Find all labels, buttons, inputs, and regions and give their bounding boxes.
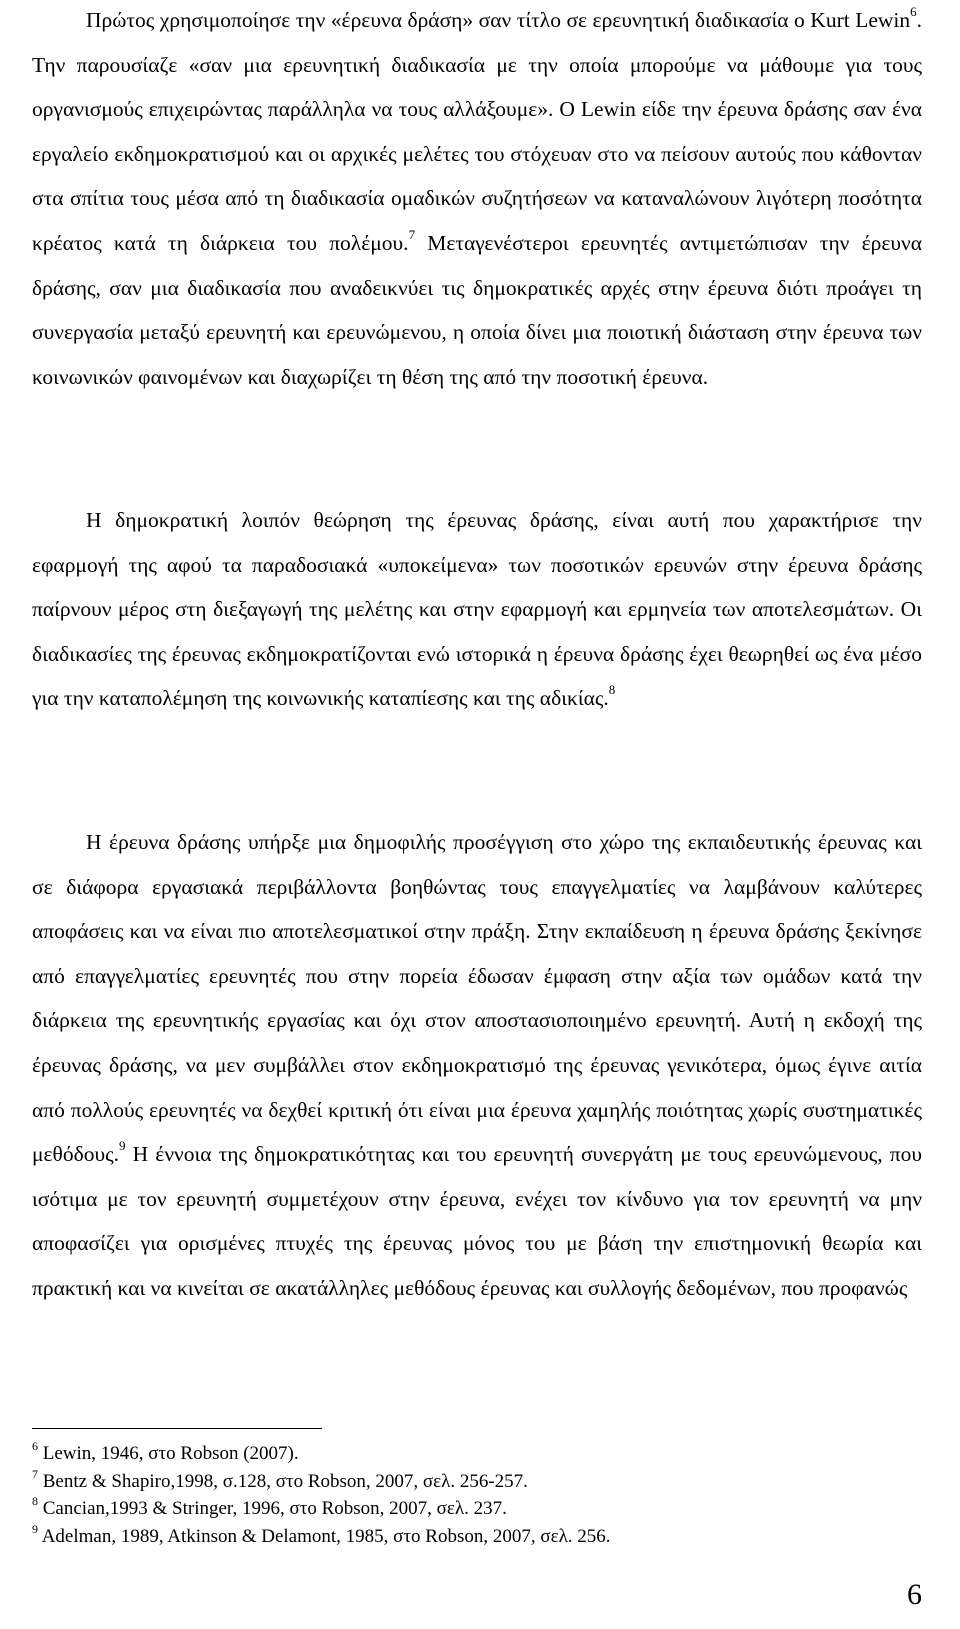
- footnote-number: 6: [32, 1439, 38, 1453]
- footnote-6: [32, 1440, 922, 1468]
- paragraph-text: . Την παρουσίαζε «σαν μια ερευνητική διαδικασία με την οποία μπορούμε να μάθουμε για τους οργανισμούς επιχειρώντας παράλληλα να τους αλλάξουμε». Ο Lewin είδε την έρευνα δράσης σαν ένα εργαλείο εκδημοκρατισμού και οι αρχικές μελέτες του στόχευαν στο να πείσουν αυτούς που κάθονταν στα σπίτια τους μέσα από τη διαδικασία ομαδικών συζητήσεων να καταναλώνουν λιγότερη ποσότητα κρέατος κατά τη διάρκεια του πολέμου.: [32, 8, 922, 255]
- footnote-text: Cancian,1993 & Stringer, 1996, στο Robson, 2007, σελ. 237.: [38, 1498, 507, 1519]
- page-number: 6: [907, 1578, 922, 1611]
- footnote-number: 7: [32, 1466, 38, 1481]
- paragraph-text: Η δημοκρατική λοιπόν θεώρηση της έρευνας δράσης, είναι αυτή που χαρακτήρισε την εφαρμογή της αφού τα παραδοσιακά «υποκείμενα» των ποσοτικών ερευνών στην έρευνα δράσης παίρνουν μέρος στη διεξαγωγή της μελέτης και στην εφαρμογή και ερμηνεία των αποτελεσμάτων. Οι διαδικασίες της έρευνας εκδημοκρατίζονται ενώ ιστορικά η έρευνα δράσης έχει θεωρηθεί ως ένα μέσο για την καταπολέμηση της κοινωνικής καταπίεσης και της αδικίας.: [32, 508, 922, 711]
- footnote-separator: [32, 1428, 322, 1429]
- paragraph-text: Πρώτος χρησιμοποίησε την «έρευνα δράση» σαν τίτλο σε ερευνητική διαδικασία ο Kurt Lewin: [86, 8, 911, 32]
- footnote-ref-7[interactable]: 7: [408, 226, 416, 242]
- footnote-number: 8: [32, 1494, 38, 1508]
- footnote-text: Bentz & Shapiro,1998, σ.128, στο Robson, 2007, σελ. 256-257.: [38, 1470, 528, 1492]
- body-paragraph-2: [32, 498, 922, 721]
- document-page: [32, 0, 922, 1629]
- footnote-7: [32, 1468, 922, 1496]
- footnote-text: Lewin, 1946, στο Robson (2007).: [38, 1443, 299, 1464]
- footnote-number: 9: [32, 1521, 38, 1536]
- footnotes: [32, 1440, 922, 1550]
- body-paragraph-3: [32, 820, 922, 1311]
- paragraph-text: Η έννοια της δημοκρατικότητας και του ερευνητή συνεργάτη με τους ερευνώμενους, που ισότιμα με τον ερευνητή συμμετέχουν στην έρευνα, ενέχει τον κίνδυνο για τον ερευνητή να μην αποφασίζει για ορισμένες πτυχές της έρευνας μόνος του με βάση την επιστημονική θεωρία και πρακτική και να κινείται σε ακατάλληλες μεθόδους έρευνας και συλλογής δεδομένων, που προφανώς: [32, 1142, 922, 1300]
- paragraph-text: Μεταγενέστεροι ερευνητές αντιμετώπισαν την έρευνα δράσης, σαν μια διαδικασία που αναδεικνύει τις δημοκρατικές αρχές στην έρευνα διότι προάγει τη συνεργασία μεταξύ ερευνητή και ερευνώμενου, η οποία δίνει μια ποιοτική διάσταση στην έρευνα των κοινωνικών φαινομένων και διαχωρίζει τη θέση της από την ποσοτική έρευνα.: [32, 230, 922, 389]
- footnote-ref-6[interactable]: 6: [910, 4, 917, 19]
- footnote-ref-8[interactable]: 8: [608, 682, 616, 698]
- footnote-ref-9[interactable]: 9: [119, 1138, 126, 1154]
- paragraph-text: Η έρευνα δράσης υπήρξε μια δημοφιλής προσέγγιση στο χώρο της εκπαιδευτικής έρευνας και σε διάφορα εργασιακά περιβάλλοντα βοηθώντας τους επαγγελματίες να λαμβάνουν καλύτερες αποφάσεις και να είναι πιο αποτελεσματικοί στην πράξη. Στην εκπαίδευση η έρευνα δράσης ξεκίνησε από επαγγελματίες ερευνητές που στην πορεία έδωσαν έμφαση στην αξία των ομάδων κατά την διάρκεια της ερευνητικής εργασίας και όχι στον αποστασιοποιημένο ερευνητή. Αυτή η εκδοχή της έρευνας δράσης, να μεν συμβάλλει στον εκδημοκρατισμό της έρευνας γενικότερα, όμως έγινε αιτία από πολλούς ερευνητές να δεχθεί κριτική ότι είναι μια έρευνα χαμηλής ποιότητας χωρίς συστηματικές μεθόδους.: [32, 830, 922, 1167]
- footnote-text: Adelman, 1989, Atkinson & Delamont, 1985, στο Robson, 2007, σελ. 256.: [38, 1525, 611, 1547]
- body-paragraph-1: [32, 0, 922, 399]
- footnote-9: [32, 1523, 922, 1551]
- footnote-8: [32, 1495, 922, 1523]
